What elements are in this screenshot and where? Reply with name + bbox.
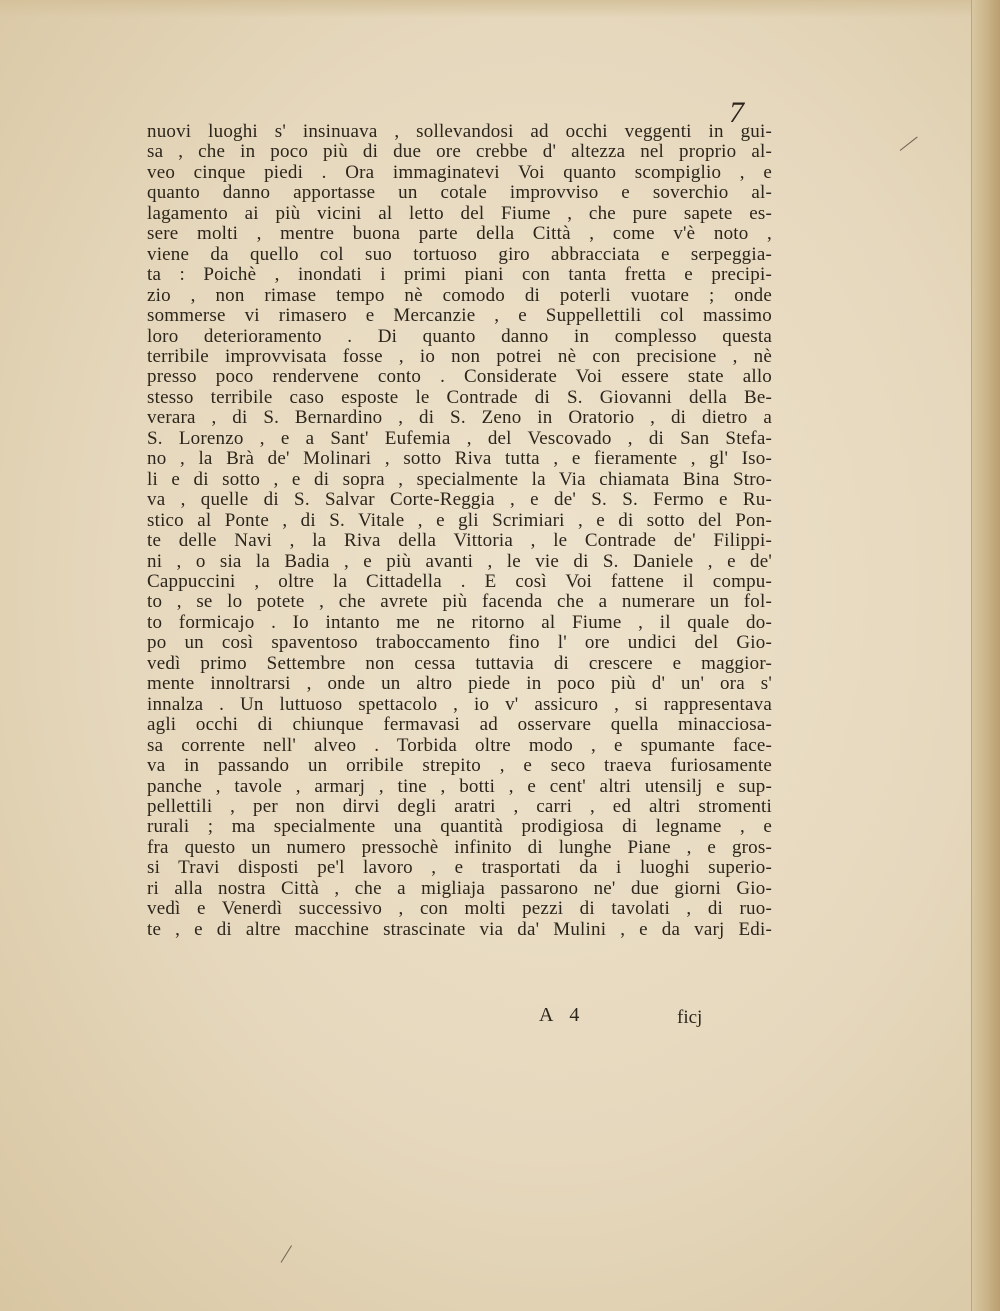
- text-line: verara , di S. Bernardino , di S. Zeno in Oratorio , di dietro a: [147, 407, 772, 429]
- text-line: sa , che in poco più di due ore crebbe d' altezza nel proprio al-: [147, 141, 772, 163]
- text-line: S. Lorenzo , e a Sant' Eufemia , del Vescovado , di San Stefa-: [147, 427, 772, 449]
- text-line: quanto danno apportasse un cotale improvviso e soverchio al-: [147, 182, 772, 204]
- text-line: rurali ; ma specialmente una quantità prodigiosa di legname , e: [147, 816, 772, 838]
- text-line: va , quelle di S. Salvar Corte-Reggia , e de' S. S. Fermo e Ru-: [147, 489, 772, 511]
- text-line: ta : Poichè , inondati i primi piani con tanta fretta e precipi-: [147, 264, 772, 286]
- text-line: lagamento ai più vicini al letto del Fiume , che pure sapete es-: [147, 202, 772, 224]
- text-line: loro deterioramento . Di quanto danno in complesso questa: [147, 325, 772, 347]
- text-line: no , la Brà de' Molinari , sotto Riva tutta , e fieramente , gl' Iso-: [147, 448, 772, 470]
- text-line: to , se lo potete , che avrete più facenda che a numerare un fol-: [147, 591, 772, 613]
- text-line: po un così spaventoso traboccamento fino l' ore undici del Gio-: [147, 632, 772, 654]
- text-line: va in passando un orribile strepito , e seco traeva furiosamente: [147, 755, 772, 777]
- text-line: presso poco rendervene conto . Considerate Voi essere state allo: [147, 366, 772, 388]
- text-line: sa corrente nell' alveo . Torbida oltre modo , e spumante face-: [147, 734, 772, 756]
- text-line: terribile improvvisata fosse , io non potrei nè con precisione , nè: [147, 345, 772, 367]
- signature-mark: A 4: [539, 1004, 586, 1026]
- text-line: viene da quello col suo tortuoso giro abbracciata e serpeggia-: [147, 243, 772, 265]
- text-line: nuovi luoghi s' insinuava , sollevandosi ad occhi veggenti in gui-: [147, 121, 772, 142]
- text-line: vedì primo Settembre non cessa tuttavia di crescere e maggior-: [147, 652, 772, 674]
- pen-mark: [900, 137, 918, 151]
- text-line: te delle Navi , la Riva della Vittoria , le Contrade de' Filippi-: [147, 530, 772, 552]
- pen-mark: [281, 1245, 292, 1262]
- text-line: li e di sotto , e di sopra , specialmente la Via chiamata Bina Stro-: [147, 468, 772, 490]
- body-text: [147, 122, 772, 940]
- text-line: te , e di altre macchine strascinate via da' Mulini , e da varj Edi-: [147, 918, 772, 940]
- text-line: mente innoltrarsi , onde un altro piede in poco più d' un' ora s': [147, 673, 772, 695]
- text-line: agli occhi di chiunque fermavasi ad osservare quella minacciosa-: [147, 714, 772, 736]
- page-number: 7: [729, 96, 744, 129]
- text-line: pellettili , per non dirvi degli aratri , carri , ed altri stromenti: [147, 795, 772, 817]
- text-line: ri alla nostra Città , che a migliaja passarono ne' due giorni Gio-: [147, 877, 772, 899]
- text-line: veo cinque piedi . Ora immaginatevi Voi quanto scompiglio , e: [147, 161, 772, 183]
- text-line: si Travi disposti pe'l lavoro , e trasportati da i luoghi superio-: [147, 857, 772, 879]
- text-line: sere molti , mentre buona parte della Città , come v'è noto ,: [147, 223, 772, 245]
- text-line: to formicajo . Io intanto me ne ritorno al Fiume , il quale do-: [147, 611, 772, 633]
- page-top-shadow: [0, 0, 1000, 18]
- text-line: sommerse vi rimasero e Mercanzie , e Suppellettili col massimo: [147, 305, 772, 327]
- text-line: innalza . Un luttuoso spettacolo , io v' assicuro , si rappresentava: [147, 693, 772, 715]
- text-line: panche , tavole , armarj , tine , botti , e cent' altri utensilj e sup-: [147, 775, 772, 797]
- text-line: zio , non rimase tempo nè comodo di poterli vuotare ; onde: [147, 284, 772, 306]
- text-line: stesso terribile caso esposte le Contrade di S. Giovanni della Be-: [147, 386, 772, 408]
- text-line: fra questo un numero pressochè infinito di lunghe Piane , e gros-: [147, 836, 772, 858]
- page-right-edge: [971, 0, 1000, 1311]
- page-footer: [147, 1004, 772, 1030]
- text-line: Cappuccini , oltre la Cittadella . E così Voi fattene il compu-: [147, 570, 772, 592]
- text-line: ni , o sia la Badia , e più avanti , le vie di S. Daniele , e de': [147, 550, 772, 572]
- text-line: vedì e Venerdì successivo , con molti pezzi di tavolati , di ruo-: [147, 898, 772, 920]
- text-line: stico al Ponte , di S. Vitale , e gli Scrimiari , e di sotto del Pon-: [147, 509, 772, 531]
- catchword: ficj: [677, 1007, 703, 1028]
